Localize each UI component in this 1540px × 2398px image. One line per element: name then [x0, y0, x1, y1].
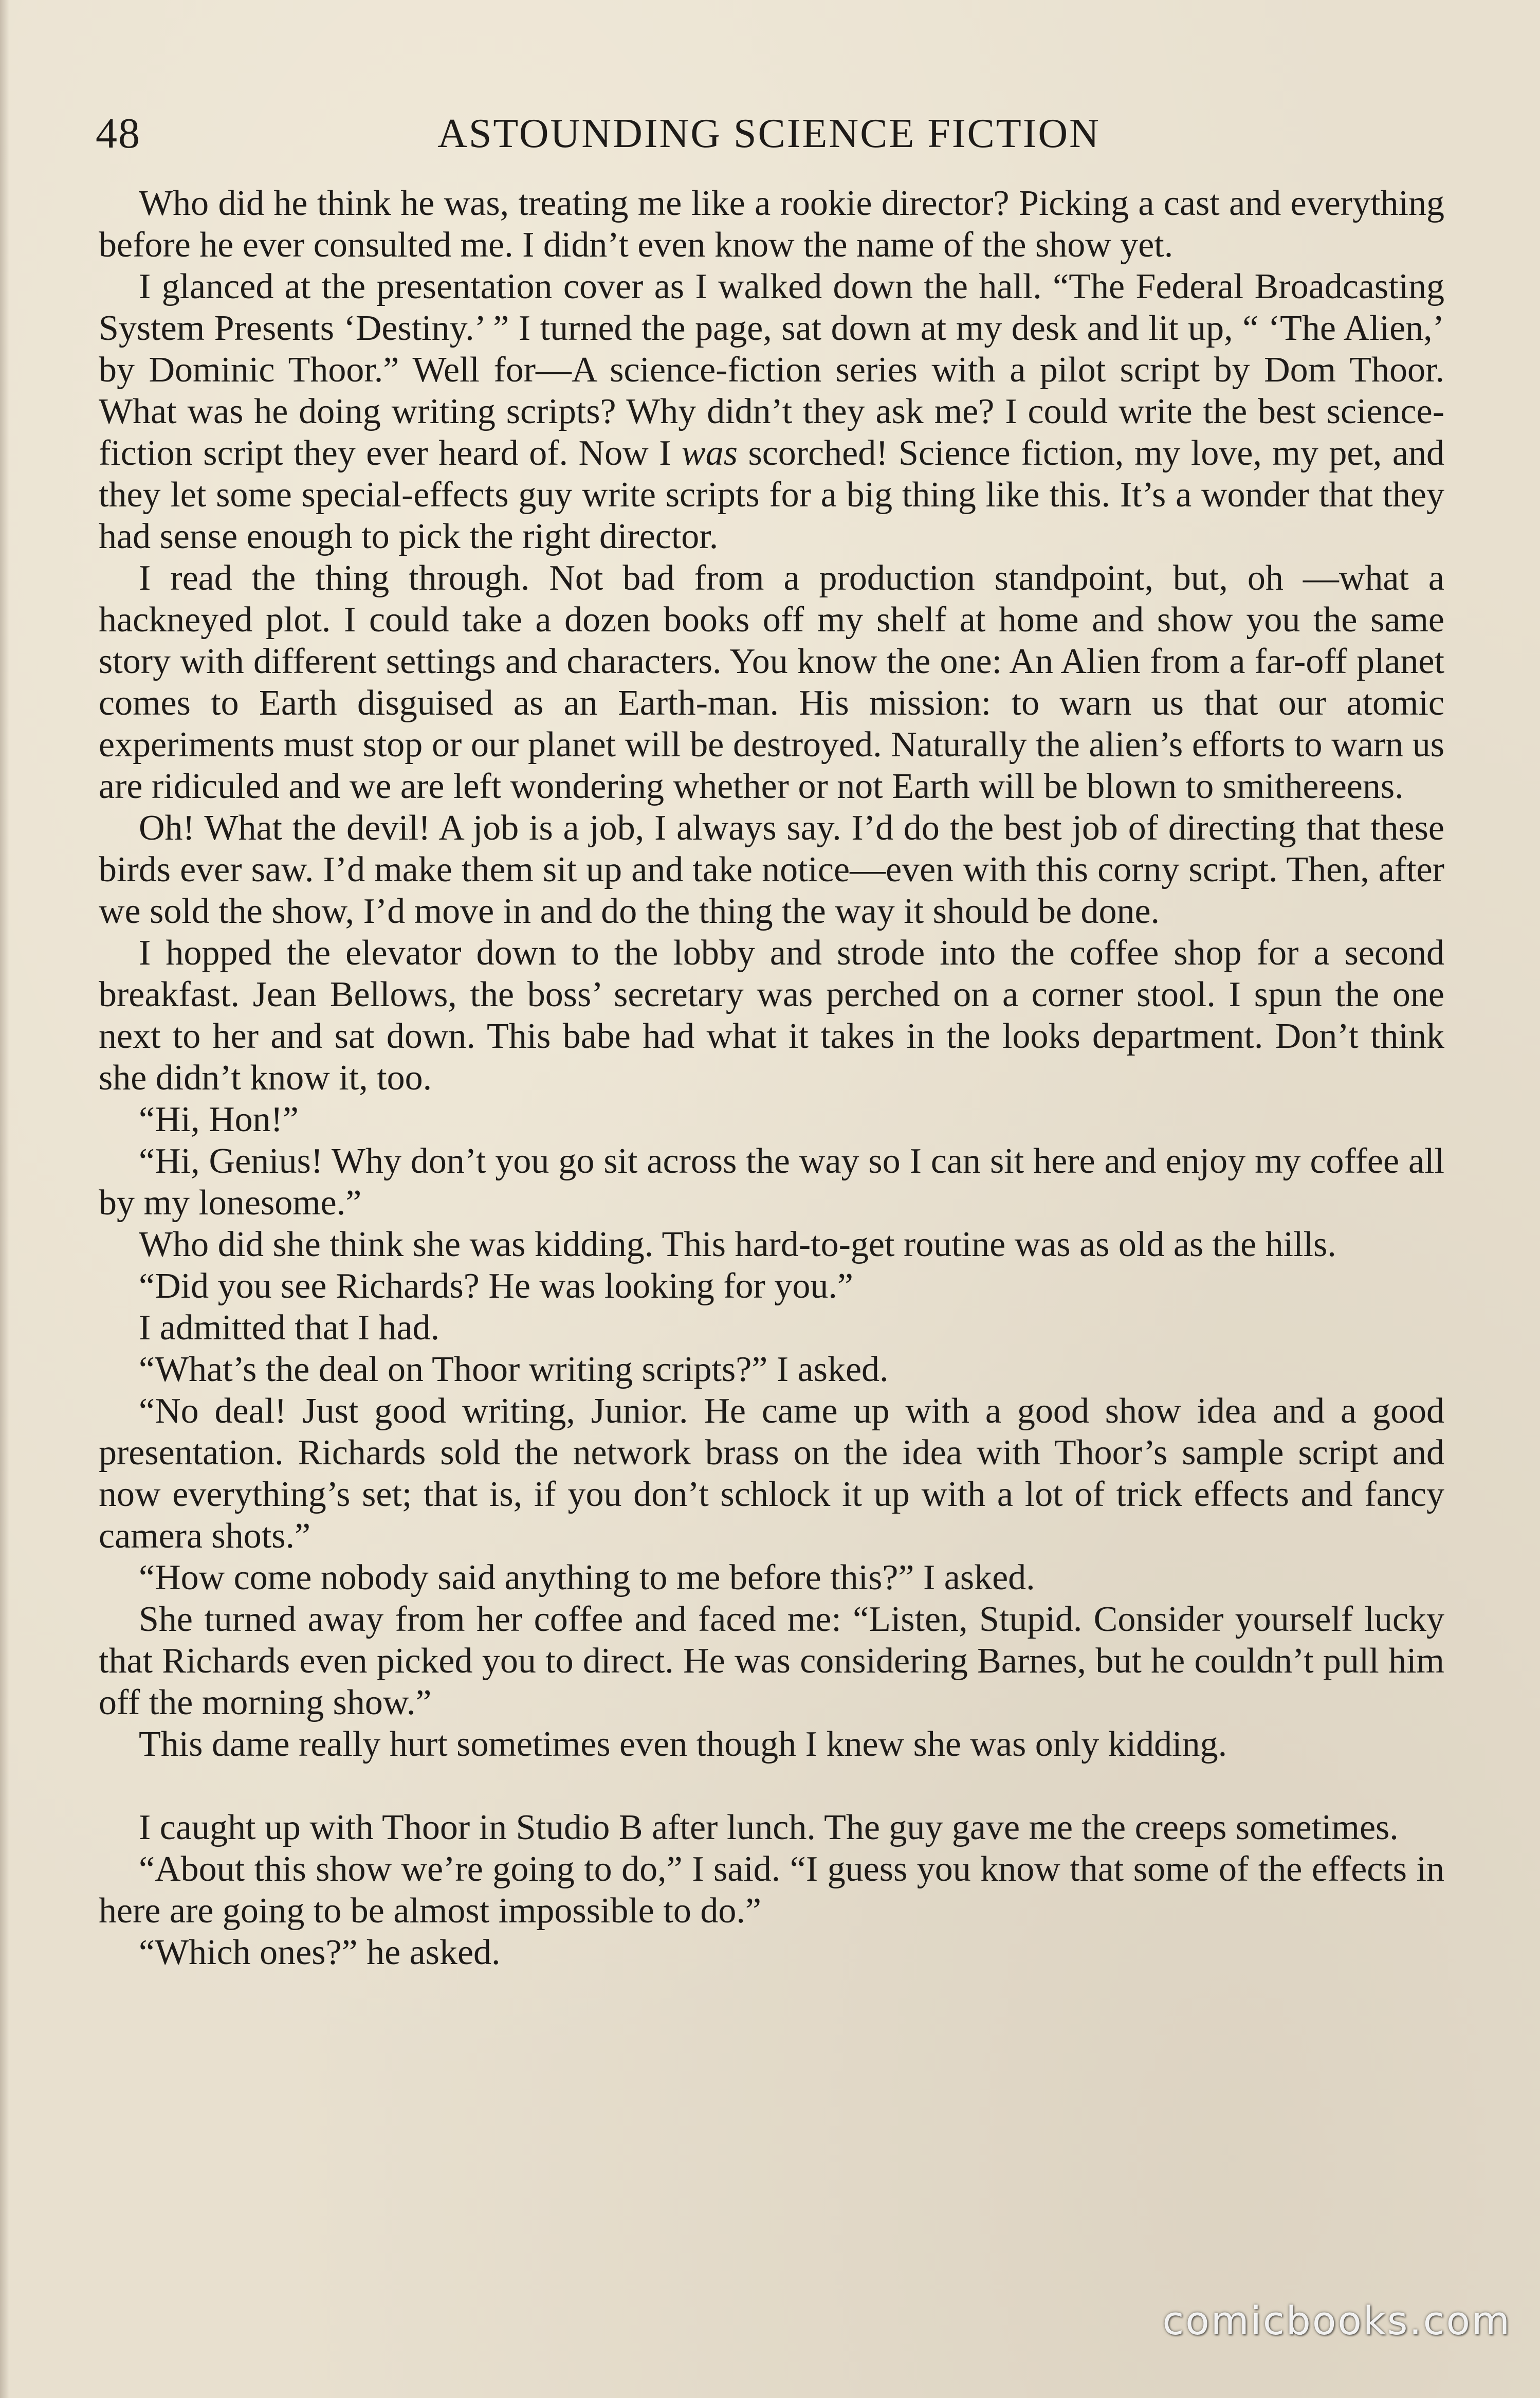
dialogue-paragraph: “What’s the deal on Thoor writing scripts?” I asked. — [139, 1350, 889, 1389]
watermark: comicbooks.com — [1162, 2298, 1511, 2344]
dialogue-paragraph: “How come nobody said anything to me before this?” I asked. — [139, 1558, 1035, 1597]
paragraph-text: scorched! Science fiction, my love, my pet, and they let some special-effects guy write scripts for a big thing like this. It’s a wonder that they had sense enough to pick the right director. — [99, 433, 1445, 556]
paragraph — [99, 266, 1444, 557]
paragraph: Who did she think she was kidding. This hard-to-get routine was as old as the hills. — [139, 1225, 1336, 1264]
page-edge-shadow — [0, 0, 9, 2398]
paragraph: I hopped the elevator down to the lobby and strode into the coffee shop for a second breakfast. Jean Bellows, the boss’ secretary was perched on a corner stool. I spun the one next to her and sat down. This babe had what it takes in the looks department. Don’t think she didn’t know it, too. — [99, 933, 1444, 1098]
dialogue-paragraph: “Which ones?” he asked. — [139, 1933, 501, 1972]
story-body — [99, 183, 1444, 1973]
running-title: ASTOUNDING SCIENCE FICTION — [437, 111, 1101, 156]
paragraph: I read the thing through. Not bad from a production standpoint, but, oh —what a hackneyed plot. I could take a dozen books off my shelf at home and show you the same story with different settings and characters. You know the one: An Alien from a far-off planet comes to Earth disguised as an Earth-man. His mission: to warn us that our atomic experiments must stop or our planet will be destroyed. Naturally the alien’s efforts to warn us are ridiculed and we are left wondering whether or not Earth will be blown to smithereens. — [99, 558, 1444, 806]
paragraph: I caught up with Thoor in Studio B after lunch. The guy gave me the creeps sometimes. — [139, 1808, 1399, 1847]
paragraph: This dame really hurt sometimes even though I knew she was only kidding. — [139, 1724, 1227, 1764]
page-header — [96, 105, 1442, 162]
paragraph: Oh! What the devil! A job is a job, I always say. I’d do the best job of directing that these birds ever saw. I’d make them sit up and take notice—even with this corny script. Then, after we sold the show, I’d move in and do the thing the way it should be done. — [99, 808, 1444, 931]
dialogue-paragraph: “No deal! Just good writing, Junior. He came up with a good show idea and a good presentation. Richards sold the network brass on the idea with Thoor’s sample script and now everything’s set; that is, if you don’t schlock it up with a lot of trick effects and fancy camera shots.” — [99, 1391, 1444, 1556]
emphasis-text: was — [682, 433, 738, 473]
dialogue-paragraph: “Hi, Genius! Why don’t you go sit across the way so I can sit here and enjoy my coffee all by my lonesome.” — [99, 1141, 1444, 1223]
dialogue-paragraph: “About this show we’re going to do,” I said. “I guess you know that some of the effects in here are going to be almost impossible to do.” — [99, 1849, 1444, 1931]
paragraph-text: I glanced at the presentation cover as I walked down the hall. “The Federal Broadcasting System Presents ‘Destiny.’ ” I turned the page, sat down at my desk and lit up, “ ‘The Alien,’ by Dominic Thoor.” Well for—A science-fiction series with a pilot script by Dom Thoor. What was he doing writing scripts? Why didn’t they ask me? I could write the best science-fiction script they ever heard of. Now I — [99, 267, 1444, 473]
dialogue-paragraph: “Hi, Hon!” — [139, 1100, 299, 1139]
dialogue-paragraph: “Did you see Richards? He was looking for you.” — [139, 1266, 853, 1306]
paragraph: Who did he think he was, treating me like a rookie director? Picking a cast and everything before he ever consulted me. I didn’t even know the name of the show yet. — [99, 184, 1444, 265]
page-number: 48 — [96, 110, 141, 157]
paragraph: I admitted that I had. — [139, 1308, 440, 1348]
paragraph: She turned away from her coffee and faced me: “Listen, Stupid. Consider yourself lucky that Richards even picked you to direct. He was considering Barnes, but he couldn’t pull him off the morning show.” — [99, 1600, 1444, 1722]
